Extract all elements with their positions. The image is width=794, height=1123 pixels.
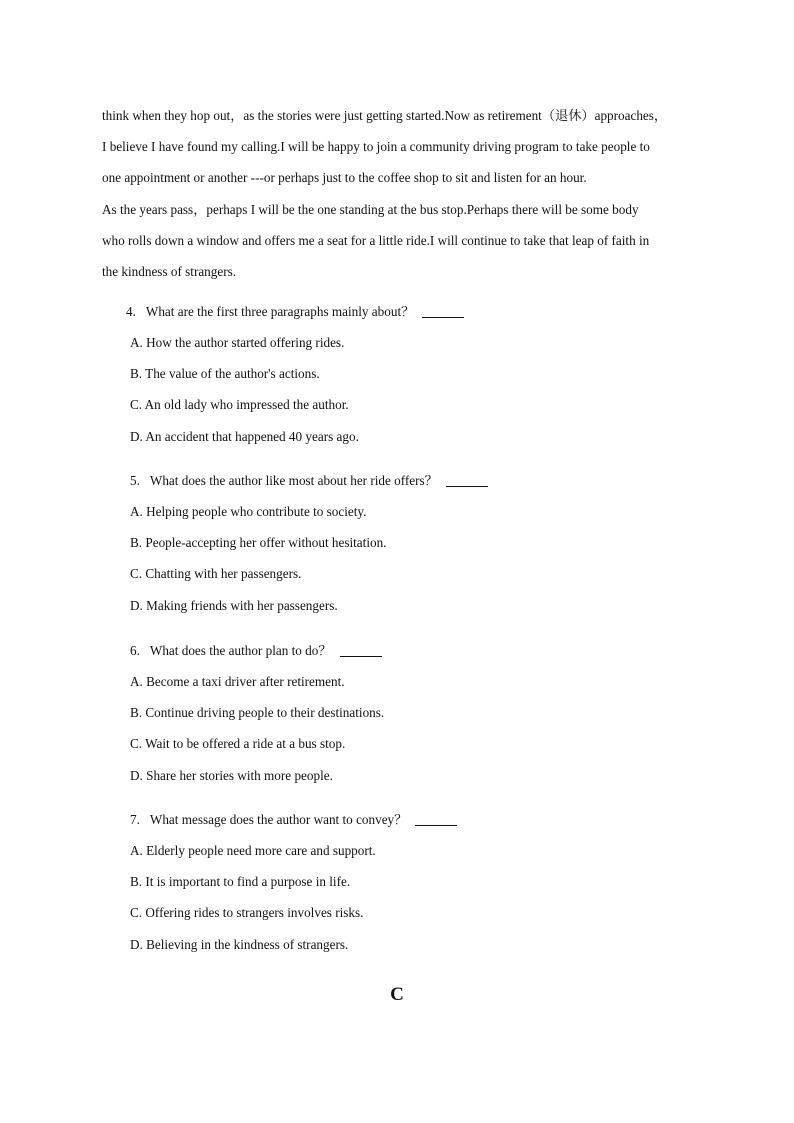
question-7 — [126, 808, 686, 964]
option-d: D. Believing in the kindness of strangers. — [130, 936, 349, 952]
question-stem — [126, 639, 686, 670]
option-a: A. Elderly people need more care and support. — [130, 843, 376, 858]
passage-line: As the years pass，perhaps I will be the one standing at the bus stop.Perhaps there will be some body — [102, 201, 639, 217]
question-stem — [126, 808, 686, 839]
answer-blank[interactable] — [340, 642, 382, 657]
option-a: A. Become a taxi driver after retirement. — [130, 674, 345, 689]
answer-blank[interactable] — [446, 472, 488, 487]
option-b: B. The value of the author's actions. — [130, 366, 320, 382]
question-5 — [126, 469, 686, 625]
option-a: A. Helping people who contribute to society. — [130, 504, 367, 519]
reading-passage — [102, 100, 702, 287]
question-number: 7. — [130, 812, 140, 827]
option-c: C. Offering rides to strangers involves risks. — [130, 905, 364, 921]
option-d: D. An accident that happened 40 years ago. — [130, 428, 359, 444]
question-number: 5. — [130, 473, 140, 488]
option-c: C. An old lady who impressed the author. — [130, 397, 349, 413]
section-heading: C — [390, 984, 404, 1005]
question-text: What are the first three paragraphs mainly about？ — [145, 304, 415, 319]
option-b: B. Continue driving people to their destinations. — [130, 705, 385, 721]
passage-line: one appointment or another ---or perhaps just to the coffee shop to sit and listen for an hour. — [102, 170, 587, 186]
passage-line: I believe I have found my calling.I will be happy to join a community driving program to take people to — [102, 139, 650, 155]
passage-line: the kindness of strangers. — [102, 264, 237, 280]
question-text: What message does the author want to convey？ — [149, 812, 408, 827]
option-a: A. How the author started offering rides. — [130, 335, 345, 350]
option-c: C. Wait to be offered a ride at a bus stop. — [130, 736, 346, 752]
option-d: D. Making friends with her passengers. — [130, 597, 338, 613]
answer-blank[interactable] — [415, 811, 457, 826]
question-text: What does the author plan to do？ — [149, 643, 332, 658]
question-number: 6. — [130, 643, 140, 658]
passage-line: who rolls down a window and offers me a seat for a little ride.I will continue to take that leap of faith in — [102, 232, 650, 248]
option-b: B. People-accepting her offer without hesitation. — [130, 535, 387, 551]
option-b: B. It is important to find a purpose in life. — [130, 874, 351, 890]
option-d: D. Share her stories with more people. — [130, 767, 333, 783]
question-stem — [126, 469, 686, 500]
answer-blank[interactable] — [422, 303, 464, 318]
passage-line: think when they hop out，as the stories were just getting started.Now as retirement（退休）approaches， — [102, 108, 668, 123]
question-6 — [126, 639, 686, 795]
question-text: What does the author like most about her ride offers？ — [149, 473, 438, 488]
question-4 — [126, 300, 686, 456]
question-stem — [126, 300, 686, 331]
question-number: 4. — [126, 304, 136, 319]
option-c: C. Chatting with her passengers. — [130, 566, 302, 582]
